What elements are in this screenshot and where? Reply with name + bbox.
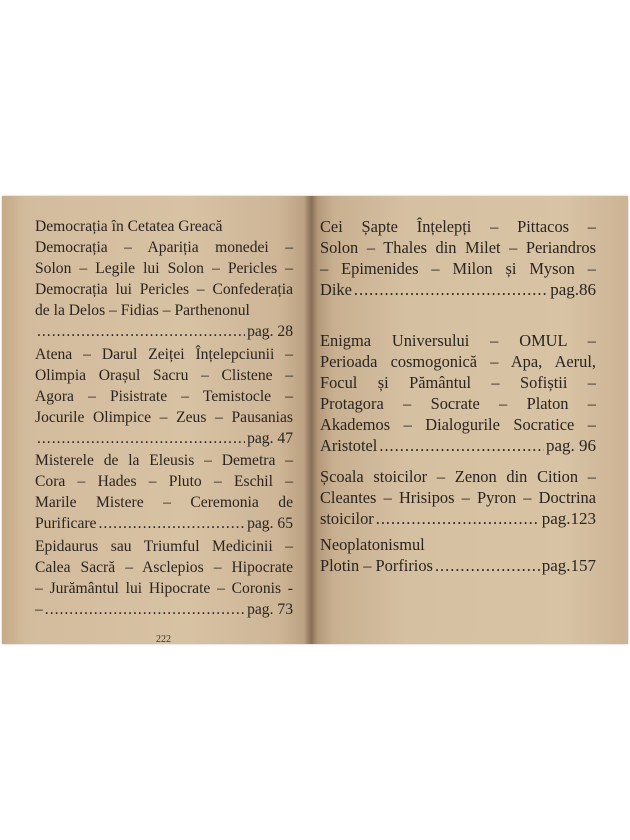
- dot-leader: [435, 555, 540, 576]
- toc-entry: [320, 534, 596, 576]
- toc-leader-line: [35, 321, 293, 342]
- toc-line: Neoplatonismul: [320, 535, 425, 554]
- page-number: 222: [156, 634, 171, 644]
- toc-line: Cei Șapte Înțelepți – Pittacos –: [320, 217, 596, 236]
- page-reference: pag.157: [541, 556, 596, 575]
- toc-line: Solon – Thales din Milet – Periandros: [320, 238, 596, 257]
- toc-line: Akademos – Dialogurile Socratice –: [320, 415, 596, 434]
- toc-leader-line: [320, 555, 596, 576]
- toc-line: Solon – Legile lui Solon – Pericles –: [35, 260, 293, 277]
- toc-line: Calea Sacră – Asclepios – Hipocrate: [35, 559, 293, 576]
- toc-line: Atena – Darul Zeiței Înțelepciunii –: [35, 346, 293, 363]
- toc-line: – Epimenides – Milon și Myson –: [320, 259, 596, 278]
- page-reference: pag.86: [550, 280, 596, 299]
- toc-line: Enigma Universului – OMUL –: [320, 331, 596, 350]
- toc-leader-text: Dike: [320, 280, 352, 299]
- toc-leader-line: [35, 599, 293, 620]
- open-book: [2, 196, 628, 644]
- toc-line: Cora – Hades – Pluto – Eschil –: [35, 473, 293, 490]
- toc-leader-line: [320, 508, 596, 529]
- toc-entry: [35, 216, 293, 342]
- toc-line: Agora – Pisistrate – Temistocle –: [35, 388, 293, 405]
- toc-line: Marile Mistere – Ceremonia de: [35, 494, 293, 511]
- book-gutter: [304, 196, 318, 644]
- toc-line: Democrația în Cetatea Greacă: [35, 218, 223, 235]
- dot-leader: [354, 279, 548, 300]
- page-reference: pag.123: [541, 509, 596, 528]
- toc-entry: [35, 536, 293, 620]
- toc-entry: [35, 450, 293, 534]
- dot-leader: [37, 428, 245, 449]
- toc-leader-text: Plotin – Porfirios: [320, 556, 433, 575]
- page-reference: pag. 65: [247, 515, 293, 532]
- toc-line: Jocurile Olimpice – Zeus – Pausanias: [35, 409, 293, 426]
- toc-leader-line: [320, 435, 596, 456]
- toc-line: Democrația – Apariția monedei –: [35, 239, 293, 256]
- toc-line: – Jurământul lui Hipocrate – Coronis -: [35, 580, 293, 597]
- page-reference: pag. 73: [247, 601, 293, 618]
- page-reference: pag. 96: [545, 436, 596, 455]
- toc-entry: [35, 344, 293, 449]
- toc-line: Democrația lui Pericles – Confederația: [35, 281, 293, 298]
- toc-line: Misterele de la Eleusis – Demetra –: [35, 452, 293, 469]
- toc-leader-line: [35, 513, 293, 534]
- toc-entry: [320, 216, 596, 300]
- toc-entry: [320, 330, 596, 456]
- page-reference: pag. 47: [247, 430, 293, 447]
- toc-line: Protagora – Socrate – Platon –: [320, 394, 596, 413]
- toc-entry: [320, 466, 596, 529]
- toc-leader-text: –: [35, 601, 43, 618]
- toc-line: Focul și Pământul – Sofiștii –: [320, 373, 596, 392]
- left-page: [2, 196, 310, 644]
- toc-leader-line: [320, 279, 596, 300]
- toc-line: Școala stoicilor – Zenon din Cition –: [320, 467, 596, 486]
- toc-leader-text: Purificare: [35, 515, 97, 532]
- page-reference: pag. 28: [247, 323, 293, 340]
- dot-leader: [376, 508, 540, 529]
- dot-leader: [45, 599, 245, 620]
- dot-leader: [37, 321, 245, 342]
- dot-leader: [379, 435, 544, 456]
- toc-line: de la Delos – Fidias – Parthenonul: [35, 302, 250, 319]
- toc-leader-text: stoicilor: [320, 509, 374, 528]
- right-page: [312, 196, 628, 644]
- toc-line: Epidaurus sau Triumful Medicinii –: [35, 538, 293, 555]
- toc-line: Perioada cosmogonică – Apa, Aerul,: [320, 352, 596, 371]
- toc-leader-line: [35, 428, 293, 449]
- toc-line: Cleantes – Hrisipos – Pyron – Doctrina: [320, 488, 596, 507]
- dot-leader: [98, 513, 245, 534]
- toc-leader-text: Aristotel: [320, 436, 378, 455]
- toc-line: Olimpia Orașul Sacru – Clistene –: [35, 367, 293, 384]
